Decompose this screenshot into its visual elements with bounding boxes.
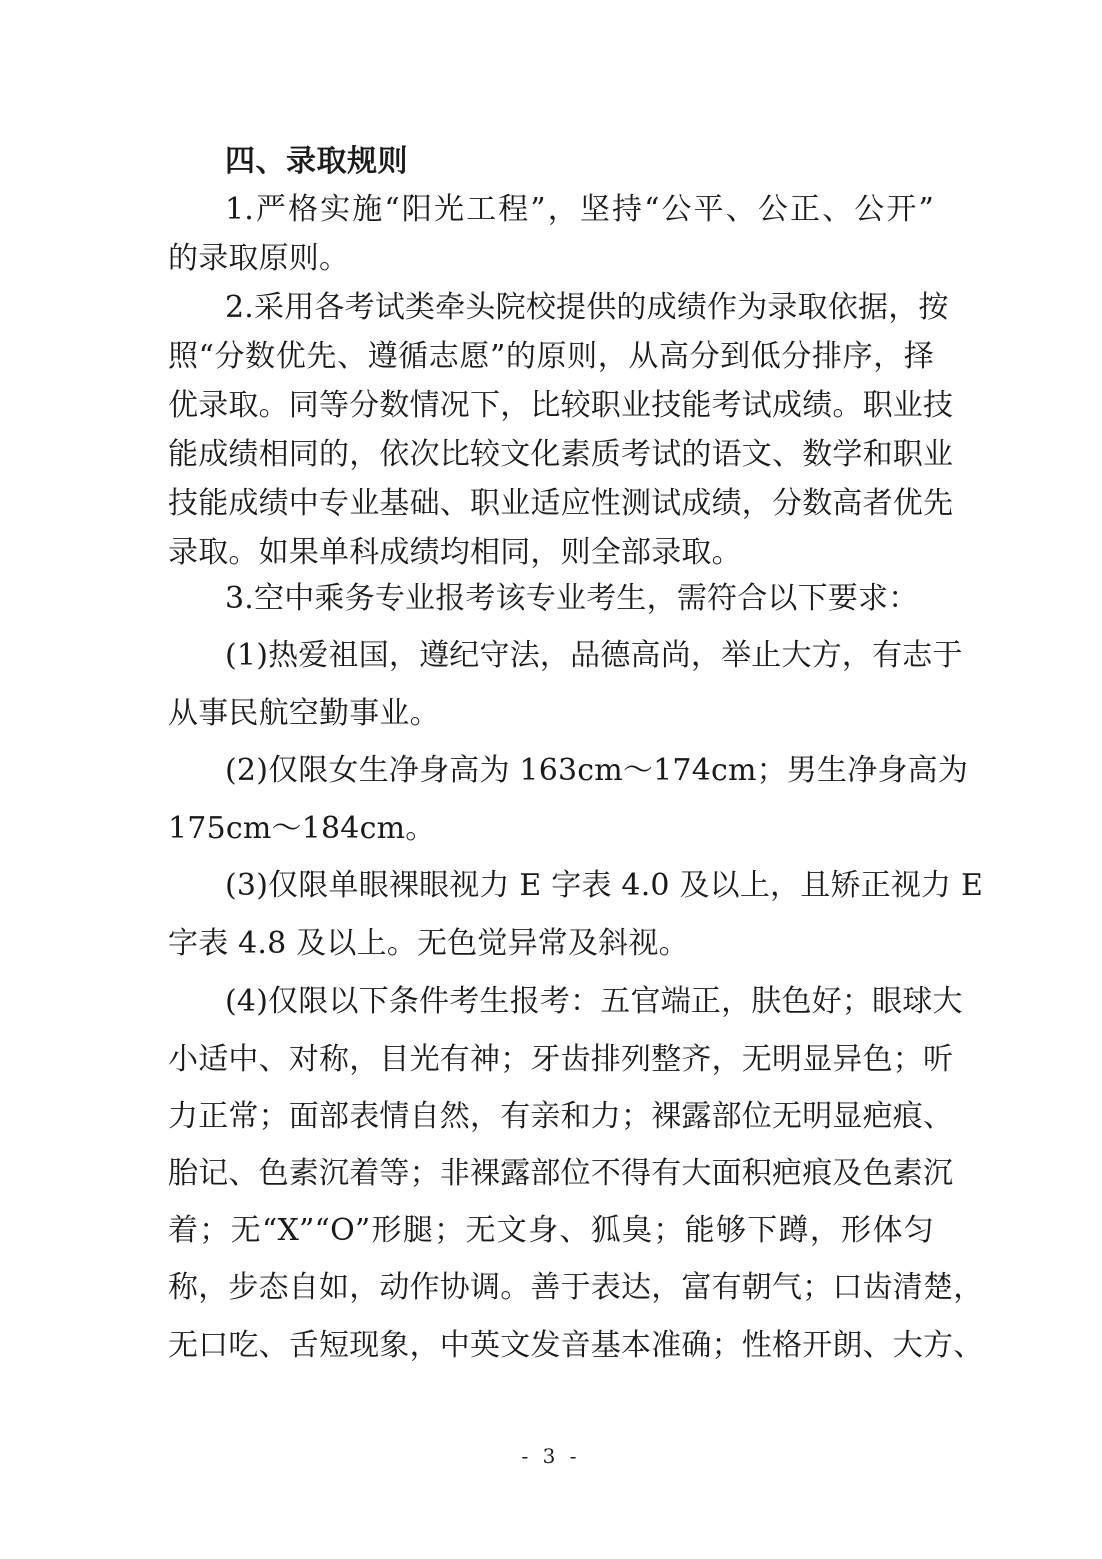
text-line: 无口吃、舌短现象，中英文发音基本准确；性格开朗、大方、 <box>168 1328 984 1363</box>
page-number: - 3 - <box>521 1444 581 1468</box>
text-line: 的录取原则。 <box>168 241 350 276</box>
text-line: 称，步态自如，动作协调。善于表达，富有朝气；口齿清楚， <box>168 1270 984 1305</box>
text-line: 字表 4.8 及以上。无色觉异常及斜视。 <box>168 926 689 961</box>
text-line: 技能成绩中专业基础、职业适应性测试成绩，分数高者优先 <box>168 486 954 521</box>
text-line: 录取。如果单科成绩均相同，则全部录取。 <box>168 535 742 570</box>
text-line: 优录取。同等分数情况下，比较职业技能考试成绩。职业技 <box>168 388 954 423</box>
text-line: 力正常；面部表情自然，有亲和力；裸露部位无明显疤痕、 <box>168 1099 954 1134</box>
text-line: 能成绩相同的，依次比较文化素质考试的语文、数学和职业 <box>168 437 954 472</box>
text-line: 小适中、对称，目光有神；牙齿排列整齐，无明显异色；听 <box>168 1042 954 1077</box>
text-line: 胎记、色素沉着等；非裸露部位不得有大面积疤痕及色素沉 <box>168 1156 954 1191</box>
text-line: 从事民航空勤事业。 <box>168 696 440 731</box>
section-heading: 四、录取规则 <box>225 144 408 179</box>
text-line: (2)仅限女生净身高为 163cm～174cm；男生净身高为 <box>225 753 969 788</box>
text-line: 照“分数优先、遵循志愿”的原则，从高分到低分排序，择 <box>168 339 934 374</box>
text-line: (1)热爱祖国，遵纪守法，品德高尚，举止大方，有志于 <box>225 638 963 673</box>
text-line: 3.空中乘务专业报考该专业考生，需符合以下要求： <box>225 581 919 616</box>
text-line: (4)仅限以下条件考生报考：五官端正，肤色好；眼球大 <box>225 984 963 1019</box>
text-line: 1.严格实施“阳光工程”，坚持“公平、公正、公开” <box>225 192 934 227</box>
text-line: 175cm～184cm。 <box>168 811 436 846</box>
text-line: 2.采用各考试类牵头院校提供的成绩作为录取依据，按 <box>225 290 949 325</box>
text-line: 着；无“X”“O”形腿；无文身、狐臭；能够下蹲，形体匀 <box>168 1213 934 1248</box>
text-line: (3)仅限单眼裸眼视力 E 字表 4.0 及以上，且矫正视力 E <box>225 868 984 903</box>
